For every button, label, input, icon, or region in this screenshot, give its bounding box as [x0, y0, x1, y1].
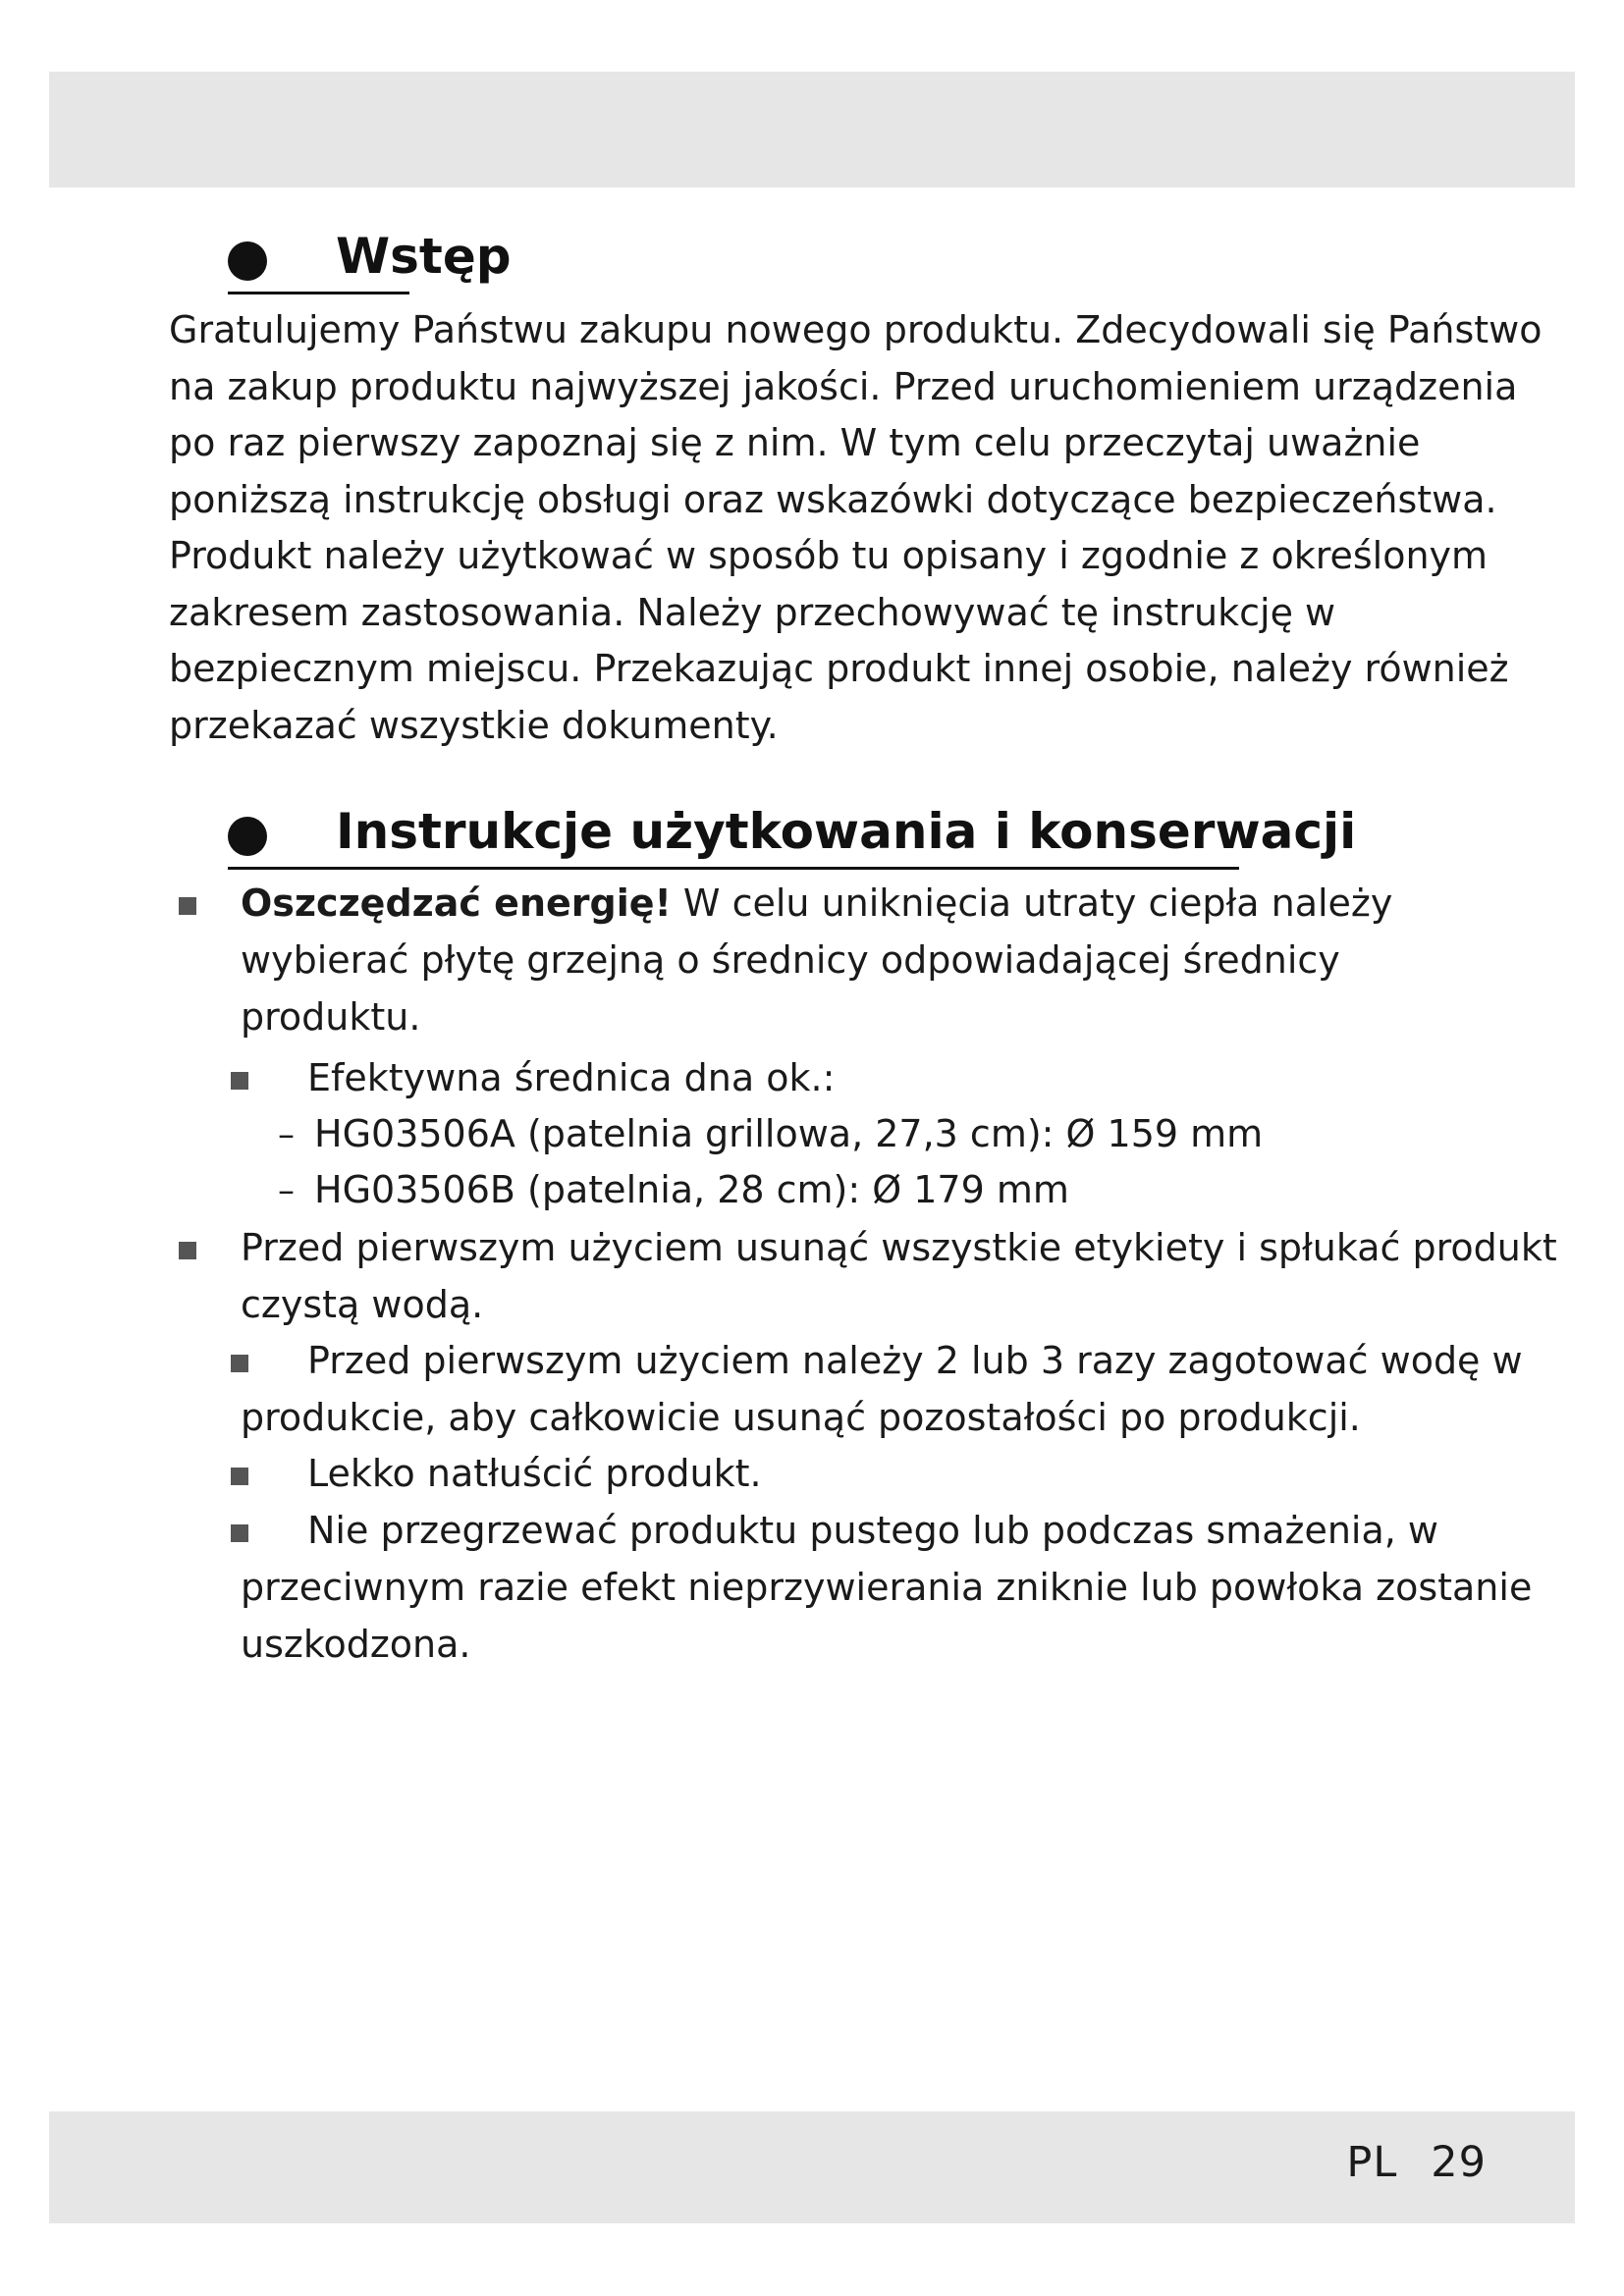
- dash-icon: –: [278, 1171, 295, 1210]
- heading-underline: [228, 867, 1239, 870]
- sub-item: Przed pierwszym użyciem należy 2 lub 3 razy zagotować wodę w: [307, 1339, 1523, 1382]
- item-text: W celu uniknięcia utraty ciepła należy: [671, 881, 1393, 925]
- paragraph-line: na zakup produktu najwyższej jakości. Przed uruchomieniem urządzenia: [169, 364, 1518, 408]
- square-bullet-icon: [179, 1242, 196, 1259]
- paragraph-line: Gratulujemy Państwu zakupu nowego produktu. Zdecydowali się Państwo: [169, 308, 1543, 351]
- language-code: PL: [1346, 2138, 1398, 2187]
- section-heading-instrukcje: [228, 803, 1357, 872]
- list-item-line: wybierać płytę grzejną o średnicy odpowiadającej średnicy: [241, 938, 1340, 982]
- square-bullet-icon: [231, 1355, 248, 1372]
- sub-item: Nie przegrzewać produktu pustego lub podczas smażenia, w: [307, 1509, 1439, 1552]
- sub-item: Efektywna średnica dna ok.:: [307, 1056, 836, 1099]
- list-item-line: Przed pierwszym użyciem usunąć wszystkie etykiety i spłukać produkt: [241, 1226, 1557, 1269]
- bullet-dot-icon: [228, 241, 267, 281]
- paragraph-line: przekazać wszystkie dokumenty.: [169, 703, 779, 747]
- paragraph-line: bezpiecznym miejscu. Przekazując produkt innej osobie, należy również: [169, 647, 1509, 690]
- page-footer: [1346, 2138, 1487, 2187]
- dash-item: HG03506B (patelnia, 28 cm): Ø 179 mm: [314, 1168, 1069, 1211]
- square-bullet-icon: [231, 1468, 248, 1485]
- intro-paragraph: [169, 302, 1543, 754]
- emphasis-text: Oszczędzać energię!: [241, 881, 672, 925]
- paragraph-line: zakresem zastosowania. Należy przechowywać tę instrukcję w: [169, 590, 1336, 634]
- square-bullet-icon: [179, 897, 196, 915]
- sub-item: Lekko natłuścić produkt.: [307, 1452, 762, 1495]
- page-number: 29: [1431, 2138, 1487, 2187]
- sub-item-line: uszkodzona.: [241, 1623, 471, 1666]
- dash-item: HG03506A (patelnia grillowa, 27,3 cm): Ø 159 mm: [314, 1112, 1264, 1155]
- list-item-line: produktu.: [241, 995, 421, 1039]
- dash-icon: –: [278, 1115, 295, 1154]
- paragraph-line: Produkt należy użytkować w sposób tu opisany i zgodnie z określonym: [169, 534, 1489, 577]
- section-heading-wstep: [228, 228, 522, 296]
- paragraph-line: poniższą instrukcję obsługi oraz wskazówki dotyczące bezpieczeństwa.: [169, 477, 1497, 521]
- bullet-dot-icon: [228, 817, 267, 856]
- square-bullet-icon: [231, 1072, 248, 1090]
- square-bullet-icon: [231, 1524, 248, 1542]
- section-title: Instrukcje użytkowania i konserwacji: [336, 803, 1357, 860]
- list-item: [241, 881, 1392, 925]
- sub-item-line: produkcie, aby całkowicie usunąć pozostałości po produkcji.: [241, 1396, 1361, 1439]
- section-title: Wstęp: [336, 228, 512, 285]
- list-item-line: czystą wodą.: [241, 1283, 484, 1326]
- sub-item-line: przeciwnym razie efekt nieprzywierania zniknie lub powłoka zostanie: [241, 1566, 1533, 1609]
- heading-underline: [228, 292, 409, 294]
- paragraph-line: po raz pierwszy zapoznaj się z nim. W tym celu przeczytaj uważnie: [169, 421, 1421, 464]
- header-band: [49, 72, 1575, 187]
